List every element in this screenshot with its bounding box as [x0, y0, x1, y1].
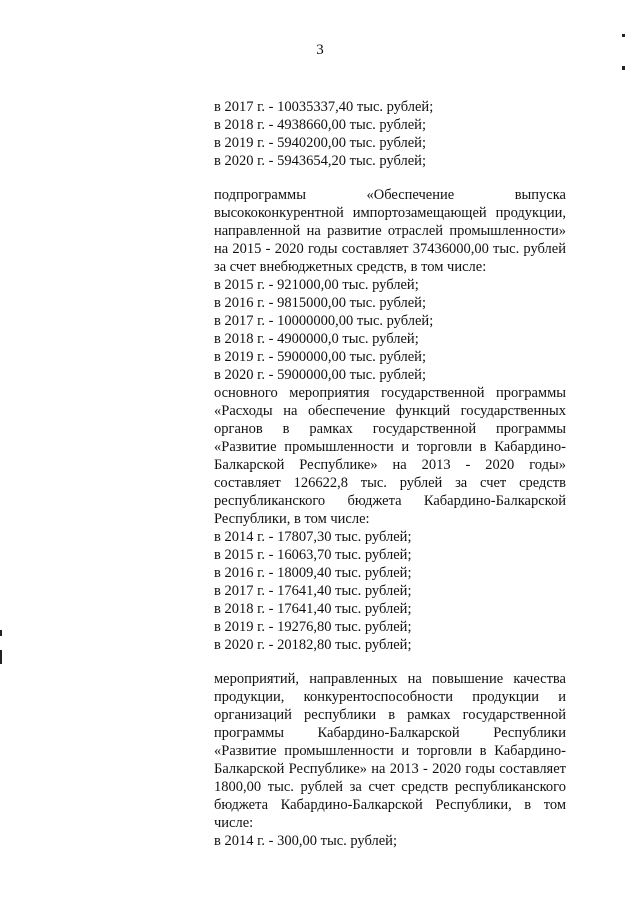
year-line: в 2018 г. - 17641,40 тыс. рублей; [214, 601, 412, 617]
year-line: в 2019 г. - 5900000,00 тыс. рублей; [214, 349, 426, 365]
scan-mark [0, 650, 2, 664]
funding-block-3 [214, 384, 566, 654]
year-line: в 2014 г. - 17807,30 тыс. рублей; [214, 529, 412, 545]
quality-activities-paragraph: мероприятий, направленных на повышение качества продукции, конкурентоспособности продукции и организаций республики в рамках государственной программы Кабардино-Балкарской Республики «Развитие промышленности и торговли в Кабардино-Балкарской Республике» на 2013 - 2020 годы составляет 1800,00 тыс. рублей за счет средств республиканского бюджета Кабардино-Балкарской Республики, в том числе: [214, 671, 566, 831]
year-line: в 2016 г. - 18009,40 тыс. рублей; [214, 565, 412, 581]
subprogram-paragraph: подпрограммы «Обеспечение выпуска высококонкурентной импортозамещающей продукции, направленной на развитие отраслей промышленности» на 2015 - 2020 годы составляет 37436000,00 тыс. рублей за счет внебюджетных средств, в том числе: [214, 187, 566, 275]
funding-block-2 [214, 186, 566, 384]
funding-block-1 [214, 98, 566, 170]
year-line: в 2018 г. - 4938660,00 тыс. рублей; [214, 117, 426, 133]
year-line: в 2019 г. - 19276,80 тыс. рублей; [214, 619, 412, 635]
document-body [214, 98, 566, 850]
year-line: в 2017 г. - 10000000,00 тыс. рублей; [214, 313, 434, 329]
scan-mark [622, 66, 625, 70]
year-line: в 2019 г. - 5940200,00 тыс. рублей; [214, 135, 426, 151]
year-line: в 2020 г. - 5900000,00 тыс. рублей; [214, 367, 426, 383]
year-line: в 2020 г. - 20182,80 тыс. рублей; [214, 637, 412, 653]
year-line: в 2014 г. - 300,00 тыс. рублей; [214, 833, 397, 849]
year-line: в 2018 г. - 4900000,0 тыс. рублей; [214, 331, 419, 347]
scan-mark [622, 34, 625, 37]
year-line: в 2015 г. - 921000,00 тыс. рублей; [214, 277, 419, 293]
year-line: в 2015 г. - 16063,70 тыс. рублей; [214, 547, 412, 563]
main-activity-paragraph: основного мероприятия государственной программы «Расходы на обеспечение функций государственных органов в рамках государственной программы «Развитие промышленности и торговли в Кабардино-Балкарской Республике» на 2013 - 2020 годы» составляет 126622,8 тыс. рублей за счет средств республиканского бюджета Кабардино-Балкарской Республики, в том числе: [214, 385, 566, 527]
scan-mark [0, 630, 2, 636]
year-line: в 2020 г. - 5943654,20 тыс. рублей; [214, 153, 426, 169]
funding-block-4 [214, 670, 566, 850]
page-number: 3 [316, 42, 324, 58]
year-line: в 2017 г. - 17641,40 тыс. рублей; [214, 583, 412, 599]
year-line: в 2017 г. - 10035337,40 тыс. рублей; [214, 99, 434, 115]
year-line: в 2016 г. - 9815000,00 тыс. рублей; [214, 295, 426, 311]
